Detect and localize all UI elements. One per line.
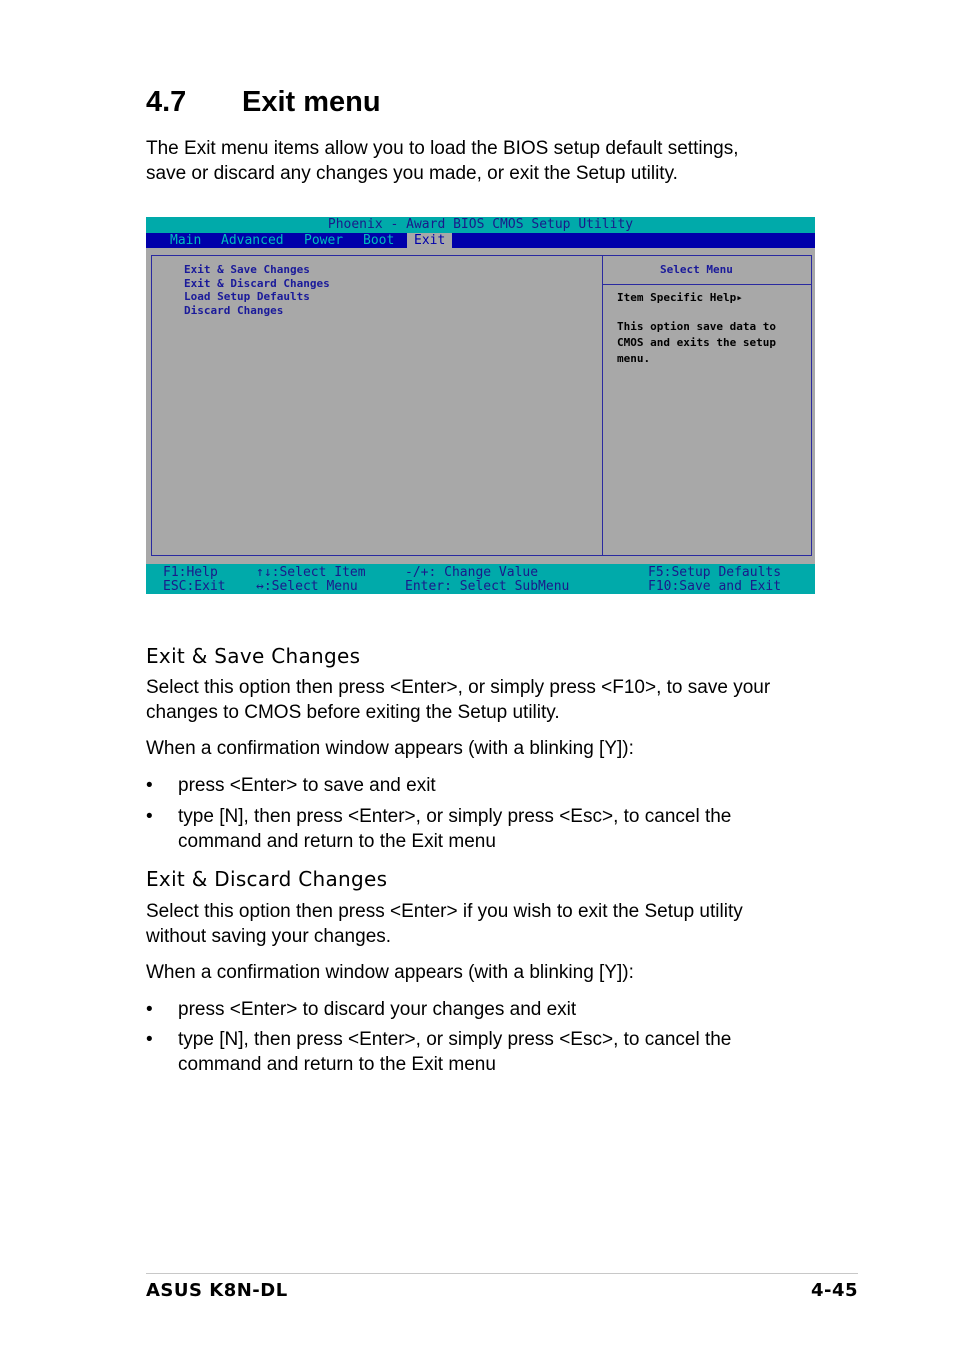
bios-panel-divider (602, 255, 603, 556)
section-number: 4.7 (146, 86, 187, 118)
bios-key-f5: F5:Setup Defaults (648, 565, 782, 580)
footer-page-number: 4-45 (810, 1280, 858, 1301)
bios-help-text-line: CMOS and exits the setup (617, 336, 776, 349)
list-item: • press <Enter> to save and exit (146, 774, 846, 799)
bios-help-title: Select Menu (660, 263, 733, 276)
save-section-paragraph (146, 676, 770, 725)
bullet-icon: • (146, 1029, 153, 1050)
bios-tab-main[interactable]: Main (170, 233, 202, 248)
bios-key-select-menu: ↔:Select Menu (256, 579, 358, 594)
bios-help-heading (617, 291, 743, 304)
triangle-right-icon: ▸ (736, 291, 743, 304)
intro-paragraph (146, 137, 738, 186)
discard-confirm-paragraph: When a confirmation window appears (with a blinking [Y]): (146, 962, 634, 983)
bullet-icon: • (146, 775, 153, 796)
bios-help-divider (602, 284, 812, 285)
bios-screenshot (146, 217, 815, 594)
bios-item-exit-save[interactable]: Exit & Save Changes (184, 263, 310, 276)
discard-section-heading: Exit & Discard Changes (146, 867, 388, 891)
bios-key-change-value: -/+: Change Value (405, 565, 539, 580)
bios-key-enter: Enter: Select SubMenu (405, 579, 570, 594)
bios-key-legend (146, 564, 815, 594)
bios-tab-advanced[interactable]: Advanced (221, 233, 284, 248)
save-para-line: Select this option then press <Enter>, or simply press <F10>, to save your (146, 677, 771, 698)
bios-key-select-item: ↑↓:Select Item (256, 565, 366, 580)
intro-line: save or discard any changes you made, or exit the Setup utility. (146, 162, 678, 184)
bios-tab-exit[interactable]: Exit (407, 233, 452, 248)
bios-item-load-defaults[interactable]: Load Setup Defaults (184, 290, 310, 303)
discard-section-paragraph (146, 900, 743, 949)
bios-tab-power[interactable]: Power (304, 233, 344, 248)
bullet-icon: • (146, 999, 153, 1020)
bios-key-f10: F10:Save and Exit (648, 579, 782, 594)
footer-product-name: ASUS K8N-DL (146, 1280, 288, 1301)
list-item: • press <Enter> to discard your changes and exit (146, 998, 846, 1023)
bios-title-bar: Phoenix - Award BIOS CMOS Setup Utility (146, 217, 815, 233)
section-title: Exit menu (242, 86, 381, 118)
bios-help-heading-label: Item Specific Help (617, 291, 737, 304)
discard-para-line: without saving your changes. (146, 925, 392, 947)
bios-help-text-line: This option save data to (617, 320, 776, 333)
bios-key-f1: F1:Help (163, 565, 218, 580)
footer-divider (146, 1273, 858, 1274)
bullet-icon: • (146, 806, 153, 827)
save-section-heading: Exit & Save Changes (146, 644, 361, 668)
bios-tab-boot[interactable]: Boot (363, 233, 395, 248)
bios-menu-bar (146, 233, 815, 248)
bios-key-esc: ESC:Exit (163, 579, 226, 594)
bios-item-discard-changes[interactable]: Discard Changes (184, 304, 284, 317)
bios-item-exit-discard[interactable]: Exit & Discard Changes (184, 277, 330, 290)
section-heading (146, 86, 381, 119)
save-para-line: changes to CMOS before exiting the Setup utility. (146, 701, 560, 723)
list-item: • type [N], then press <Enter>, or simply press <Esc>, to cancel the command and return to the Exit menu (146, 1029, 732, 1075)
intro-line: The Exit menu items allow you to load the BIOS setup default settings, (146, 138, 739, 159)
discard-para-line: Select this option then press <Enter> if you wish to exit the Setup utility (146, 901, 743, 922)
list-item: • type [N], then press <Enter>, or simply press <Esc>, to cancel the command and return to the Exit menu (146, 806, 732, 852)
bios-help-text-line: menu. (617, 352, 651, 365)
save-confirm-paragraph: When a confirmation window appears (with a blinking [Y]): (146, 738, 634, 759)
